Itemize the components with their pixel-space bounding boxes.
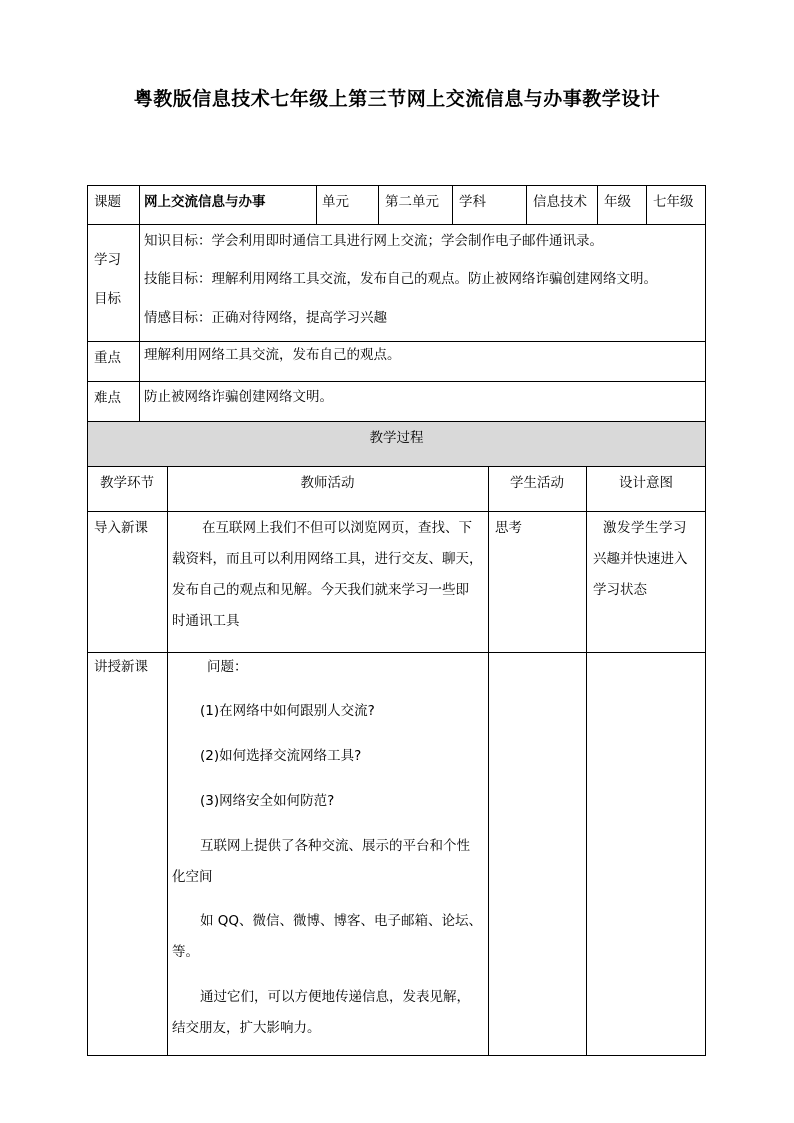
lecture-teacher-line: (1)在网络中如何跟别人交流? [200, 703, 375, 719]
process-header: 教学过程 [369, 430, 424, 446]
row-line [87, 421, 706, 422]
lecture-teacher-line: 等。 [172, 944, 199, 960]
lecture-teacher-line: (2)如何选择交流网络工具? [200, 748, 362, 764]
lecture-stage: 讲授新课 [94, 659, 148, 675]
intro-teacher-line: 时通讯工具 [172, 613, 240, 629]
difficulty-label: 难点 [94, 390, 121, 406]
key-point-text: 理解利用网络工具交流，发布自己的观点。 [144, 347, 401, 363]
intro-teacher-line: 在互联网上我们不但可以浏览网页，查找、下 [202, 520, 472, 536]
course-value: 网上交流信息与办事 [144, 194, 266, 210]
subject-value: 信息技术 [533, 194, 587, 210]
lecture-teacher-line: 结交朋友，扩大影响力。 [172, 1020, 321, 1036]
lecture-teacher-line: 化空间 [172, 869, 213, 885]
lesson-plan-table [87, 185, 706, 1056]
lecture-teacher-line: 通过它们，可以方便地传递信息，发表见解， [200, 989, 470, 1005]
difficulty-text: 防止被网络诈骗创建网络文明。 [144, 389, 333, 405]
col-line [139, 185, 140, 421]
row-line [87, 381, 706, 382]
col-line [646, 185, 647, 224]
intro-stage: 导入新课 [94, 520, 148, 536]
col-line [167, 466, 168, 1056]
intro-teacher-line: 发布自己的观点和见解。今天我们就来学习一些即 [172, 582, 469, 598]
subject-label: 学科 [459, 194, 486, 210]
skill-goal: 技能目标：理解利用网络工具交流，发布自己的观点。防止被网络诈骗创建网络文明。 [144, 271, 657, 287]
row-line [87, 511, 706, 512]
col-header-student: 学生活动 [510, 475, 564, 491]
goals-label-line1: 学习 [94, 252, 121, 268]
lecture-teacher-line: 互联网上提供了各种交流、展示的平台和个性 [200, 838, 470, 854]
emotion-goal: 情感目标：正确对待网络，提高学习兴趣 [144, 310, 387, 326]
col-line [488, 466, 489, 1056]
col-line [452, 185, 453, 224]
intro-intent-line: 兴趣并快速进入 [593, 551, 688, 567]
intro-student: 思考 [495, 520, 522, 536]
col-header-intent: 设计意图 [619, 475, 673, 491]
col-line [316, 185, 317, 224]
lecture-teacher-line: (3)网络安全如何防范? [200, 793, 335, 809]
goals-label-line2: 目标 [94, 291, 121, 307]
document-title: 粤教版信息技术七年级上第三节网上交流信息与办事教学设计 [133, 88, 661, 110]
row-line [87, 466, 706, 467]
unit-value: 第二单元 [385, 194, 439, 210]
key-point-label: 重点 [94, 350, 121, 366]
col-line [87, 185, 88, 1056]
row-line [87, 185, 706, 186]
col-line [597, 185, 598, 224]
row-line [87, 1055, 706, 1056]
row-line [87, 341, 706, 342]
knowledge-goal: 知识目标：学会利用即时通信工具进行网上交流；学会制作电子邮件通讯录。 [144, 233, 603, 249]
col-header-stage: 教学环节 [100, 475, 154, 491]
col-line [526, 185, 527, 224]
intro-intent-line: 学习状态 [593, 582, 647, 598]
lecture-teacher-line: 问题： [207, 659, 248, 675]
row-line [87, 224, 706, 225]
intro-intent-line: 激发学生学习 [603, 520, 687, 536]
row-line [87, 652, 706, 653]
col-line [586, 466, 587, 1056]
unit-label: 单元 [322, 194, 349, 210]
course-label: 课题 [94, 194, 121, 210]
intro-teacher-line: 载资料，而且可以利用网络工具，进行交友、聊天， [172, 551, 483, 567]
grade-label: 年级 [604, 194, 631, 210]
lecture-teacher-line: 如 QQ、微信、微博、博客、电子邮箱、论坛、 [200, 913, 483, 929]
col-line [378, 185, 379, 224]
col-header-teacher: 教师活动 [300, 475, 355, 491]
grade-value: 七年级 [653, 194, 694, 210]
col-line [705, 185, 706, 1056]
